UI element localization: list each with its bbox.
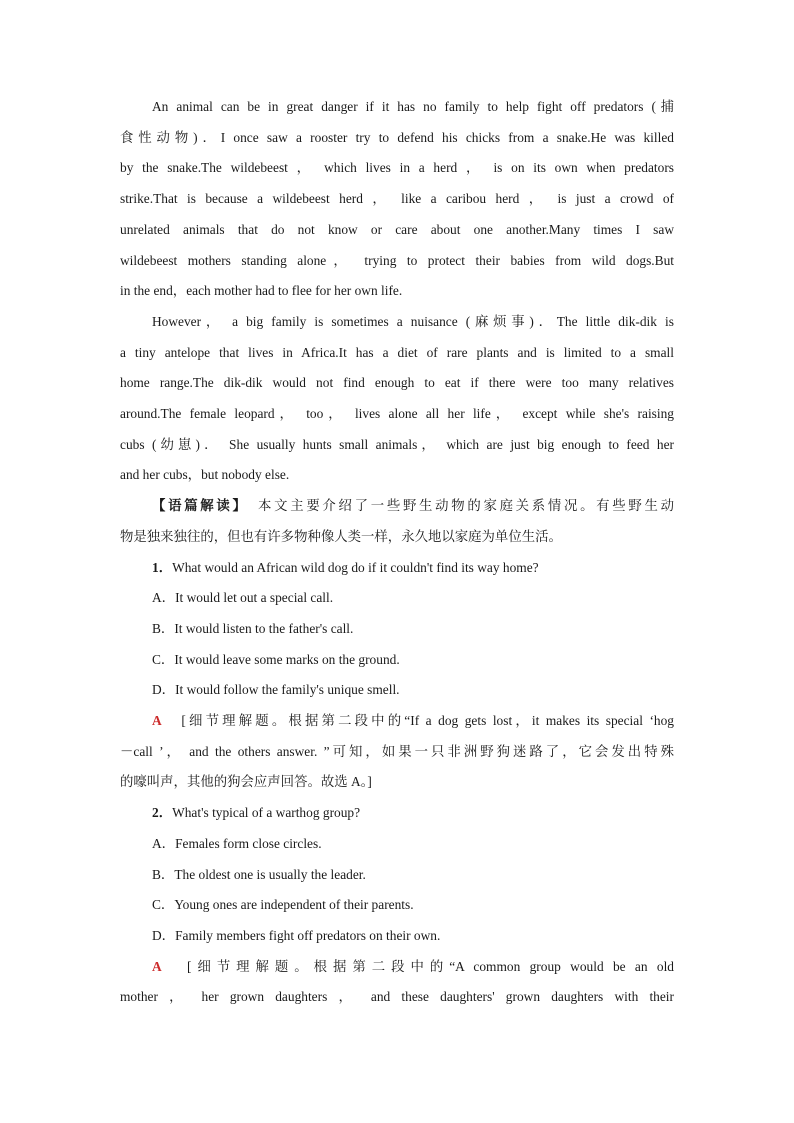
option-c: C．It would leave some marks on the ground. (152, 651, 400, 667)
text-line: and her cubs，but nobody else. (120, 467, 290, 483)
explanation-line: A [细节理解题。根据第二段中的“A common group would be an old (152, 958, 674, 974)
option-b: B．It would listen to the father's call. (152, 620, 354, 636)
text-line: in the end，each mother had to flee for her own life. (120, 283, 403, 299)
explanation-line: mother ， her grown daughters ， and these daughters' grown daughters with their (120, 989, 674, 1005)
option-a: A．Females form close circles. (152, 835, 322, 851)
question-number: 2． (152, 805, 173, 821)
explanation-line: 的嚎叫声，其他的狗会应声回答。故选 A。] (120, 774, 372, 790)
explanation-line: A [细节理解题。根据第二段中的“If a dog gets lost，it makes its special ‘hog (152, 713, 674, 729)
answer-letter: A (152, 713, 162, 729)
explanation-line: －call ’， and the others answer. ”可知，如果一只非洲野狗迷路了，它会发出特殊 (120, 743, 674, 759)
option-c: C．Young ones are independent of their parents. (152, 897, 414, 913)
text-line: a tiny antelope that lives in Africa.It has a diet of rare plants and is limited to a small (120, 344, 674, 360)
option-d: D．It would follow the family's unique smell. (152, 682, 400, 698)
text-line: strike.That is because a wildebeest herd ， like a caribou herd ， is just a crowd of (120, 191, 674, 207)
passage-analysis (120, 491, 674, 552)
question-2 (120, 798, 674, 1013)
text-line: home range.The dik-dik would not find enough to eat if there were too many relatives (120, 375, 674, 391)
question-1 (120, 553, 674, 799)
passage-paragraph-2 (120, 307, 674, 491)
analysis-line: 物是独来独往的，但也有许多物种像人类一样，永久地以家庭为单位生活。 (120, 528, 562, 544)
option-a: A．It would let out a special call. (152, 590, 334, 606)
answer-letter: A (152, 958, 162, 974)
option-b: B．The oldest one is usually the leader. (152, 866, 366, 882)
text-line: around.The female leopard， too， lives alone all her life， except while she's raising (120, 406, 674, 422)
text-line: An animal can be in great danger if it has no family to help fight off predators (捕 (152, 99, 674, 114)
question-stem: 1．What would an African wild dog do if it couldn't find its way home? (152, 559, 539, 575)
passage-paragraph-1 (120, 92, 674, 307)
option-d: D．Family members fight off predators on their own. (152, 927, 441, 943)
question-stem: 2．What's typical of a warthog group? (152, 805, 361, 821)
question-number: 1． (152, 559, 173, 575)
analysis-line: 【语篇解读】 本文主要介绍了一些野生动物的家庭关系情况。有些野生动 (152, 498, 674, 514)
text-line: However， a big family is sometimes a nuisance (麻烦事)．The little dik-dik is (152, 313, 674, 329)
document-page (120, 92, 674, 1013)
text-line: by the snake.The wildebeest ， which lives in a herd ， is on its own when predators (120, 160, 674, 176)
text-line: 食性动物)．I once saw a rooster try to defend his chicks from a snake.He was killed (120, 129, 674, 145)
text-line: unrelated animals that do not know or care about one another.Many times I saw (120, 221, 674, 237)
analysis-tag: 【语篇解读】 (152, 498, 242, 514)
text-line: wildebeest mothers standing alone， trying to protect their babies from wild dogs.But (120, 252, 674, 268)
text-line: cubs (幼崽)． She usually hunts small animals， which are just big enough to feed her (120, 436, 674, 452)
